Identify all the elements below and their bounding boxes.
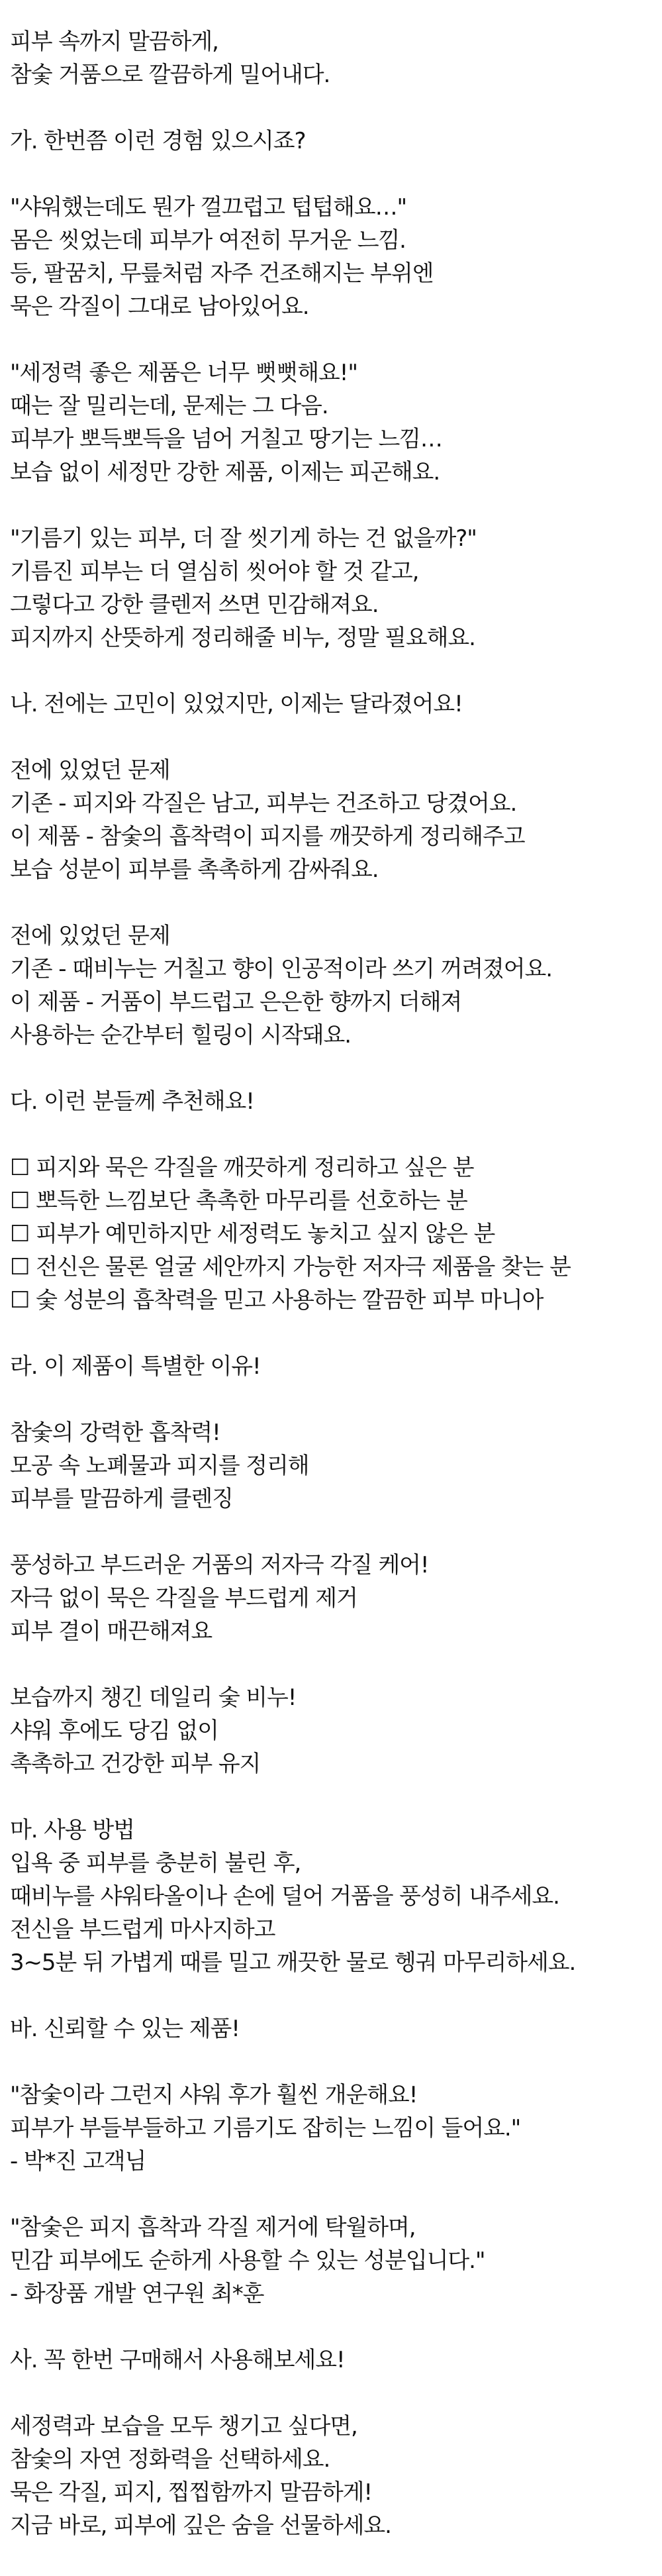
paragraph-gap xyxy=(10,1979,662,2012)
paragraph-gap xyxy=(10,2310,662,2344)
paragraph xyxy=(10,2344,662,2377)
text-line: 바. 신뢰할 수 있는 제품! xyxy=(10,2016,240,2042)
text-line: 참숯 거품으로 깔끔하게 밀어내다. xyxy=(10,62,330,88)
paragraph xyxy=(10,191,662,323)
text-line: ☐ 전신은 물론 얼굴 세안까지 가능한 저자극 제품을 찾는 분 xyxy=(10,1254,571,1280)
text-line: 나. 전에는 고민이 있었지만, 이제는 달라졌어요! xyxy=(10,691,463,717)
text-line: 보습까지 챙긴 데일리 숯 비누! xyxy=(10,1684,297,1711)
paragraph xyxy=(10,1350,662,1383)
text-line: 이 제품 - 거품이 부드럽고 은은한 향까지 더해져 xyxy=(10,989,462,1015)
paragraph xyxy=(10,1681,662,1780)
paragraph-gap xyxy=(10,1516,662,1549)
text-line: ☐ 뽀득한 느낌보단 촉촉한 마무리를 선호하는 분 xyxy=(10,1188,467,1214)
text-line: 묵은 각질, 피지, 찝찝함까지 말끔하게! xyxy=(10,2479,372,2506)
paragraph-gap xyxy=(10,2178,662,2211)
paragraph-gap xyxy=(10,654,662,688)
text-line: 이 제품 - 참숯의 흡착력이 피지를 깨끗하게 정리해주고 xyxy=(10,823,525,850)
text-line: 전에 있었던 문제 xyxy=(10,923,170,949)
text-line: 민감 피부에도 순하게 사용할 수 있는 성분입니다." xyxy=(10,2247,485,2274)
text-line: ☐ 피부가 예민하지만 세정력도 놓치고 싶지 않은 분 xyxy=(10,1221,495,1247)
text-line: 참숯의 강력한 흡착력! xyxy=(10,1419,220,1446)
paragraph xyxy=(10,356,662,489)
text-line: 기름진 피부는 더 열심히 씻어야 할 것 같고, xyxy=(10,558,419,585)
text-line: 세정력과 보습을 모두 챙기고 싶다면, xyxy=(10,2413,357,2440)
paragraph-gap xyxy=(10,2377,662,2410)
text-line: 전에 있었던 문제 xyxy=(10,757,170,784)
text-line: 마. 사용 방법 xyxy=(10,1817,134,1843)
paragraph-gap xyxy=(10,158,662,191)
paragraph xyxy=(10,2410,662,2542)
text-line: 피부 결이 매끈해져요 xyxy=(10,1618,213,1645)
text-line: 사. 꼭 한번 구매해서 사용해보세요! xyxy=(10,2347,345,2373)
text-line: - 화장품 개발 연구원 최*훈 xyxy=(10,2281,264,2307)
text-line: 때비누를 샤워타올이나 손에 덜어 거품을 풍성히 내주세요. xyxy=(10,1883,559,1910)
paragraph xyxy=(10,125,662,158)
text-line: 기존 - 피지와 각질은 남고, 피부는 건조하고 당겼어요. xyxy=(10,790,517,817)
text-line: 가. 한번쯤 이런 경험 있으시죠? xyxy=(10,128,306,154)
text-line: 몸은 씻었는데 피부가 여전히 무거운 느낌. xyxy=(10,227,406,254)
text-line: ☐ 숯 성분의 흡착력을 믿고 사용하는 깔끔한 피부 마니아 xyxy=(10,1287,544,1314)
paragraph-gap xyxy=(10,91,662,125)
paragraph-gap xyxy=(10,1648,662,1681)
text-line: 촉촉하고 건강한 피부 유지 xyxy=(10,1751,261,1777)
paragraph-gap xyxy=(10,1052,662,1085)
text-line: 등, 팔꿈치, 무릎처럼 자주 건조해지는 부위엔 xyxy=(10,260,434,287)
paragraph xyxy=(10,2012,662,2045)
text-line: 다. 이런 분들께 추천해요! xyxy=(10,1088,254,1115)
text-line: 피부 속까지 말끔하게, xyxy=(10,28,218,55)
text-line: "샤워했는데도 뭔가 껄끄럽고 텁텁해요…" xyxy=(10,194,407,221)
text-line: 묵은 각질이 그대로 남아있어요. xyxy=(10,293,309,320)
text-line: 사용하는 순간부터 힐링이 시작돼요. xyxy=(10,1022,351,1049)
text-line: 샤워 후에도 당김 없이 xyxy=(10,1718,218,1744)
text-line: 참숯의 자연 정화력을 선택하세요. xyxy=(10,2446,330,2473)
text-line: 라. 이 제품이 특별한 이유! xyxy=(10,1353,261,1380)
text-line: 모공 속 노폐물과 피지를 정리해 xyxy=(10,1453,309,1479)
paragraph xyxy=(10,1549,662,1648)
paragraph xyxy=(10,522,662,654)
text-line: 자극 없이 묵은 각질을 부드럽게 제거 xyxy=(10,1585,357,1612)
text-line: 전신을 부드럽게 마사지하고 xyxy=(10,1916,275,1943)
text-line: "참숯은 피지 흡착과 각질 제거에 탁월하며, xyxy=(10,2214,416,2241)
text-line: ☐ 피지와 묵은 각질을 깨끗하게 정리하고 싶은 분 xyxy=(10,1155,474,1181)
text-line: 풍성하고 부드러운 거품의 저자극 각질 케어! xyxy=(10,1552,429,1578)
text-line: "참숯이라 그런지 샤워 후가 훨씬 개운해요! xyxy=(10,2082,418,2108)
text-line: 피부가 뽀득뽀득을 넘어 거칠고 땅기는 느낌… xyxy=(10,426,442,452)
paragraph xyxy=(10,1814,662,1979)
paragraph-gap xyxy=(10,1317,662,1350)
paragraph xyxy=(10,688,662,721)
paragraph xyxy=(10,1416,662,1516)
text-line: 피부를 말끔하게 클렌징 xyxy=(10,1486,233,1512)
text-line: - 박*진 고객님 xyxy=(10,2148,146,2175)
paragraph xyxy=(10,754,662,886)
text-line: 3~5분 뒤 가볍게 때를 밀고 깨끗한 물로 헹궈 마무리하세요. xyxy=(10,1949,576,1976)
paragraph-gap xyxy=(10,1780,662,1814)
text-line: 보습 성분이 피부를 촉촉하게 감싸줘요. xyxy=(10,856,379,883)
paragraph xyxy=(10,919,662,1052)
text-line: 피지까지 산뜻하게 정리해줄 비누, 정말 필요해요. xyxy=(10,625,475,651)
paragraph-gap xyxy=(10,1118,662,1151)
paragraph xyxy=(10,1085,662,1118)
text-line: 때는 잘 밀리는데, 문제는 그 다음. xyxy=(10,393,328,419)
text-line: "기름기 있는 피부, 더 잘 씻기게 하는 건 없을까?" xyxy=(10,525,477,552)
paragraph xyxy=(10,1151,662,1317)
text-line: "세정력 좋은 제품은 너무 뻣뻣해요!" xyxy=(10,360,357,386)
paragraph-gap xyxy=(10,886,662,919)
text-line: 그렇다고 강한 클렌저 쓰면 민감해져요. xyxy=(10,592,379,618)
paragraph-gap xyxy=(10,721,662,754)
paragraph-gap xyxy=(10,489,662,522)
paragraph-gap xyxy=(10,2045,662,2079)
text-line: 보습 없이 세정만 강한 제품, 이제는 피곤해요. xyxy=(10,459,440,486)
paragraph-gap xyxy=(10,323,662,356)
paragraph xyxy=(10,2079,662,2178)
text-line: 피부가 부들부들하고 기름기도 잡히는 느낌이 들어요." xyxy=(10,2115,521,2141)
text-line: 입욕 중 피부를 충분히 불린 후, xyxy=(10,1850,301,1877)
text-line: 지금 바로, 피부에 깊은 숨을 선물하세요. xyxy=(10,2512,391,2539)
paragraph xyxy=(10,2211,662,2310)
paragraph-gap xyxy=(10,1383,662,1416)
text-line: 기존 - 때비누는 거칠고 향이 인공적이라 쓰기 꺼려졌어요. xyxy=(10,956,552,982)
paragraph xyxy=(10,25,662,91)
